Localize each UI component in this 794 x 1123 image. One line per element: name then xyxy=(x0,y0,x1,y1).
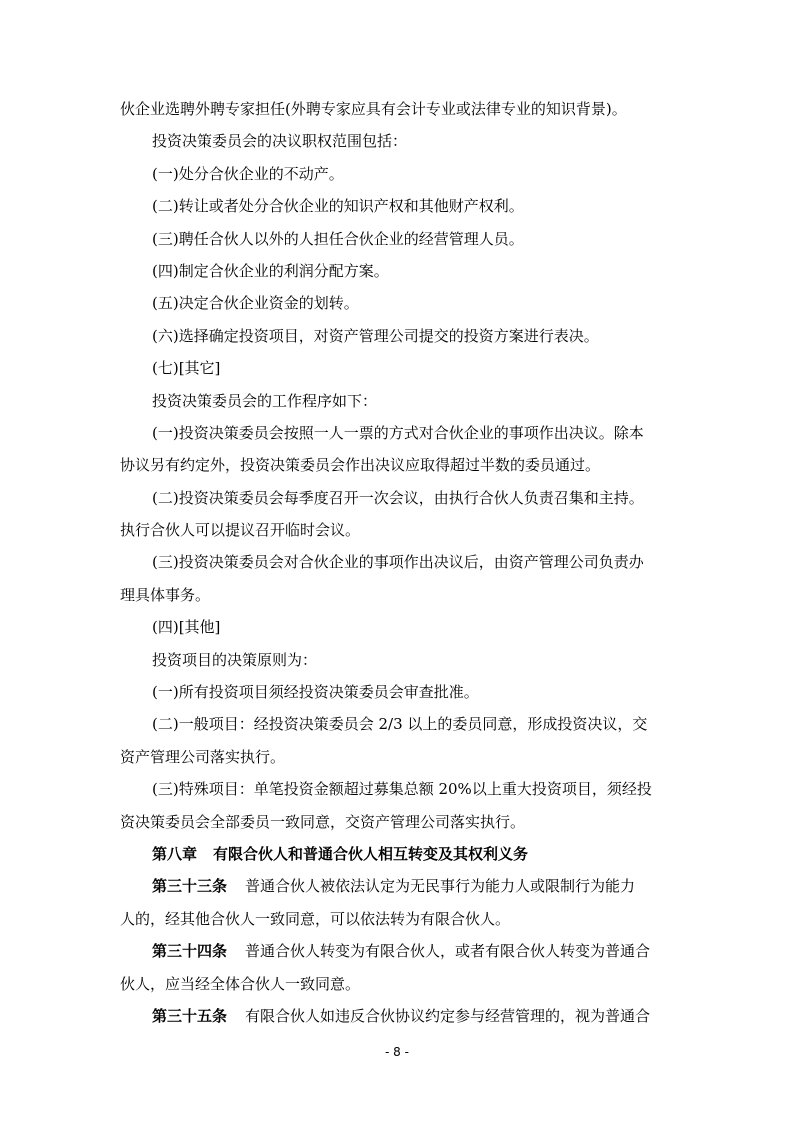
article-text: 普通合伙人被依法认定为无民事行为能力人或限制行为能力 xyxy=(245,877,636,896)
list-item: (三)投资决策委员会对合伙企业的事项作出决议后，由资产管理公司负责办 xyxy=(152,553,644,572)
document-body xyxy=(120,93,676,1032)
paragraph-line: 资产管理公司落实执行。 xyxy=(120,747,286,766)
list-item: (二)投资决策委员会每季度召开一次会议，由执行合伙人负责召集和主持。 xyxy=(152,488,644,507)
list-item: (七)[其它] xyxy=(152,359,221,378)
article-line xyxy=(120,935,676,967)
list-item: (三)聘任合伙人以外的人担任合伙企业的经营管理人员。 xyxy=(152,229,524,248)
article-heading: 第三十三条 xyxy=(152,877,228,896)
paragraph-line: 投资决策委员会的决议职权范围包括： xyxy=(152,132,408,151)
list-item: (二)一般项目：经投资决策委员会 2/3 以上的委员同意，形成投资决议，交 xyxy=(152,715,648,734)
paragraph-line: 伙人，应当经全体合伙人一致同意。 xyxy=(120,974,361,993)
paragraph-line: 伙企业选聘外聘专家担任(外聘专家应具有会计专业或法律专业的知识背景)。 xyxy=(120,100,627,118)
paragraph-line: 资决策委员会全部委员一致同意，交资产管理公司落实执行。 xyxy=(120,812,526,831)
list-item: (一)处分合伙企业的不动产。 xyxy=(152,164,344,183)
list-item: (一)投资决策委员会按照一人一票的方式对合伙企业的事项作出决议。除本 xyxy=(152,423,644,442)
article-heading: 第三十四条 xyxy=(152,942,228,961)
list-item: (五)决定合伙企业资金的划转。 xyxy=(152,294,359,313)
paragraph-line: 投资项目的决策原则为： xyxy=(152,650,318,669)
article-line xyxy=(120,870,676,902)
paragraph-line: 投资决策委员会的工作程序如下： xyxy=(152,391,378,410)
paragraph-line: 协议另有约定外，投资决策委员会作出决议应取得超过半数的委员通过。 xyxy=(120,456,601,475)
paragraph-line: 理具体事务。 xyxy=(120,585,211,604)
page-number: - 8 - xyxy=(385,1045,409,1059)
list-item: (六)选择确定投资项目，对资产管理公司提交的投资方案进行表决。 xyxy=(152,326,599,345)
list-item: (一)所有投资项目须经投资决策委员会审查批准。 xyxy=(152,683,479,702)
list-item: (四)制定合伙企业的利润分配方案。 xyxy=(152,261,389,280)
chapter-number: 第八章 xyxy=(152,844,198,863)
article-text: 普通合伙人转变为有限合伙人，或者有限合伙人转变为普通合 xyxy=(245,942,651,961)
list-item: (三)特殊项目：单笔投资金额超过募集总额 20%以上重大投资项目，须经投 xyxy=(152,780,652,799)
article-line xyxy=(120,1000,676,1032)
list-item: (四)[其他] xyxy=(152,618,221,637)
chapter-title: 有限合伙人和普通合伙人相互转变及其权利义务 xyxy=(213,844,529,863)
list-item: (二)转让或者处分合伙企业的知识产权和其他财产权利。 xyxy=(152,197,524,216)
article-heading: 第三十五条 xyxy=(152,1006,228,1025)
chapter-heading xyxy=(120,838,676,870)
paragraph-line: 执行合伙人可以提议召开临时会议。 xyxy=(120,521,361,540)
article-text: 有限合伙人如违反合伙协议约定参与经营管理的，视为普通合 xyxy=(245,1006,651,1025)
paragraph-line: 人的，经其他合伙人一致同意，可以依法转为有限合伙人。 xyxy=(120,909,511,928)
